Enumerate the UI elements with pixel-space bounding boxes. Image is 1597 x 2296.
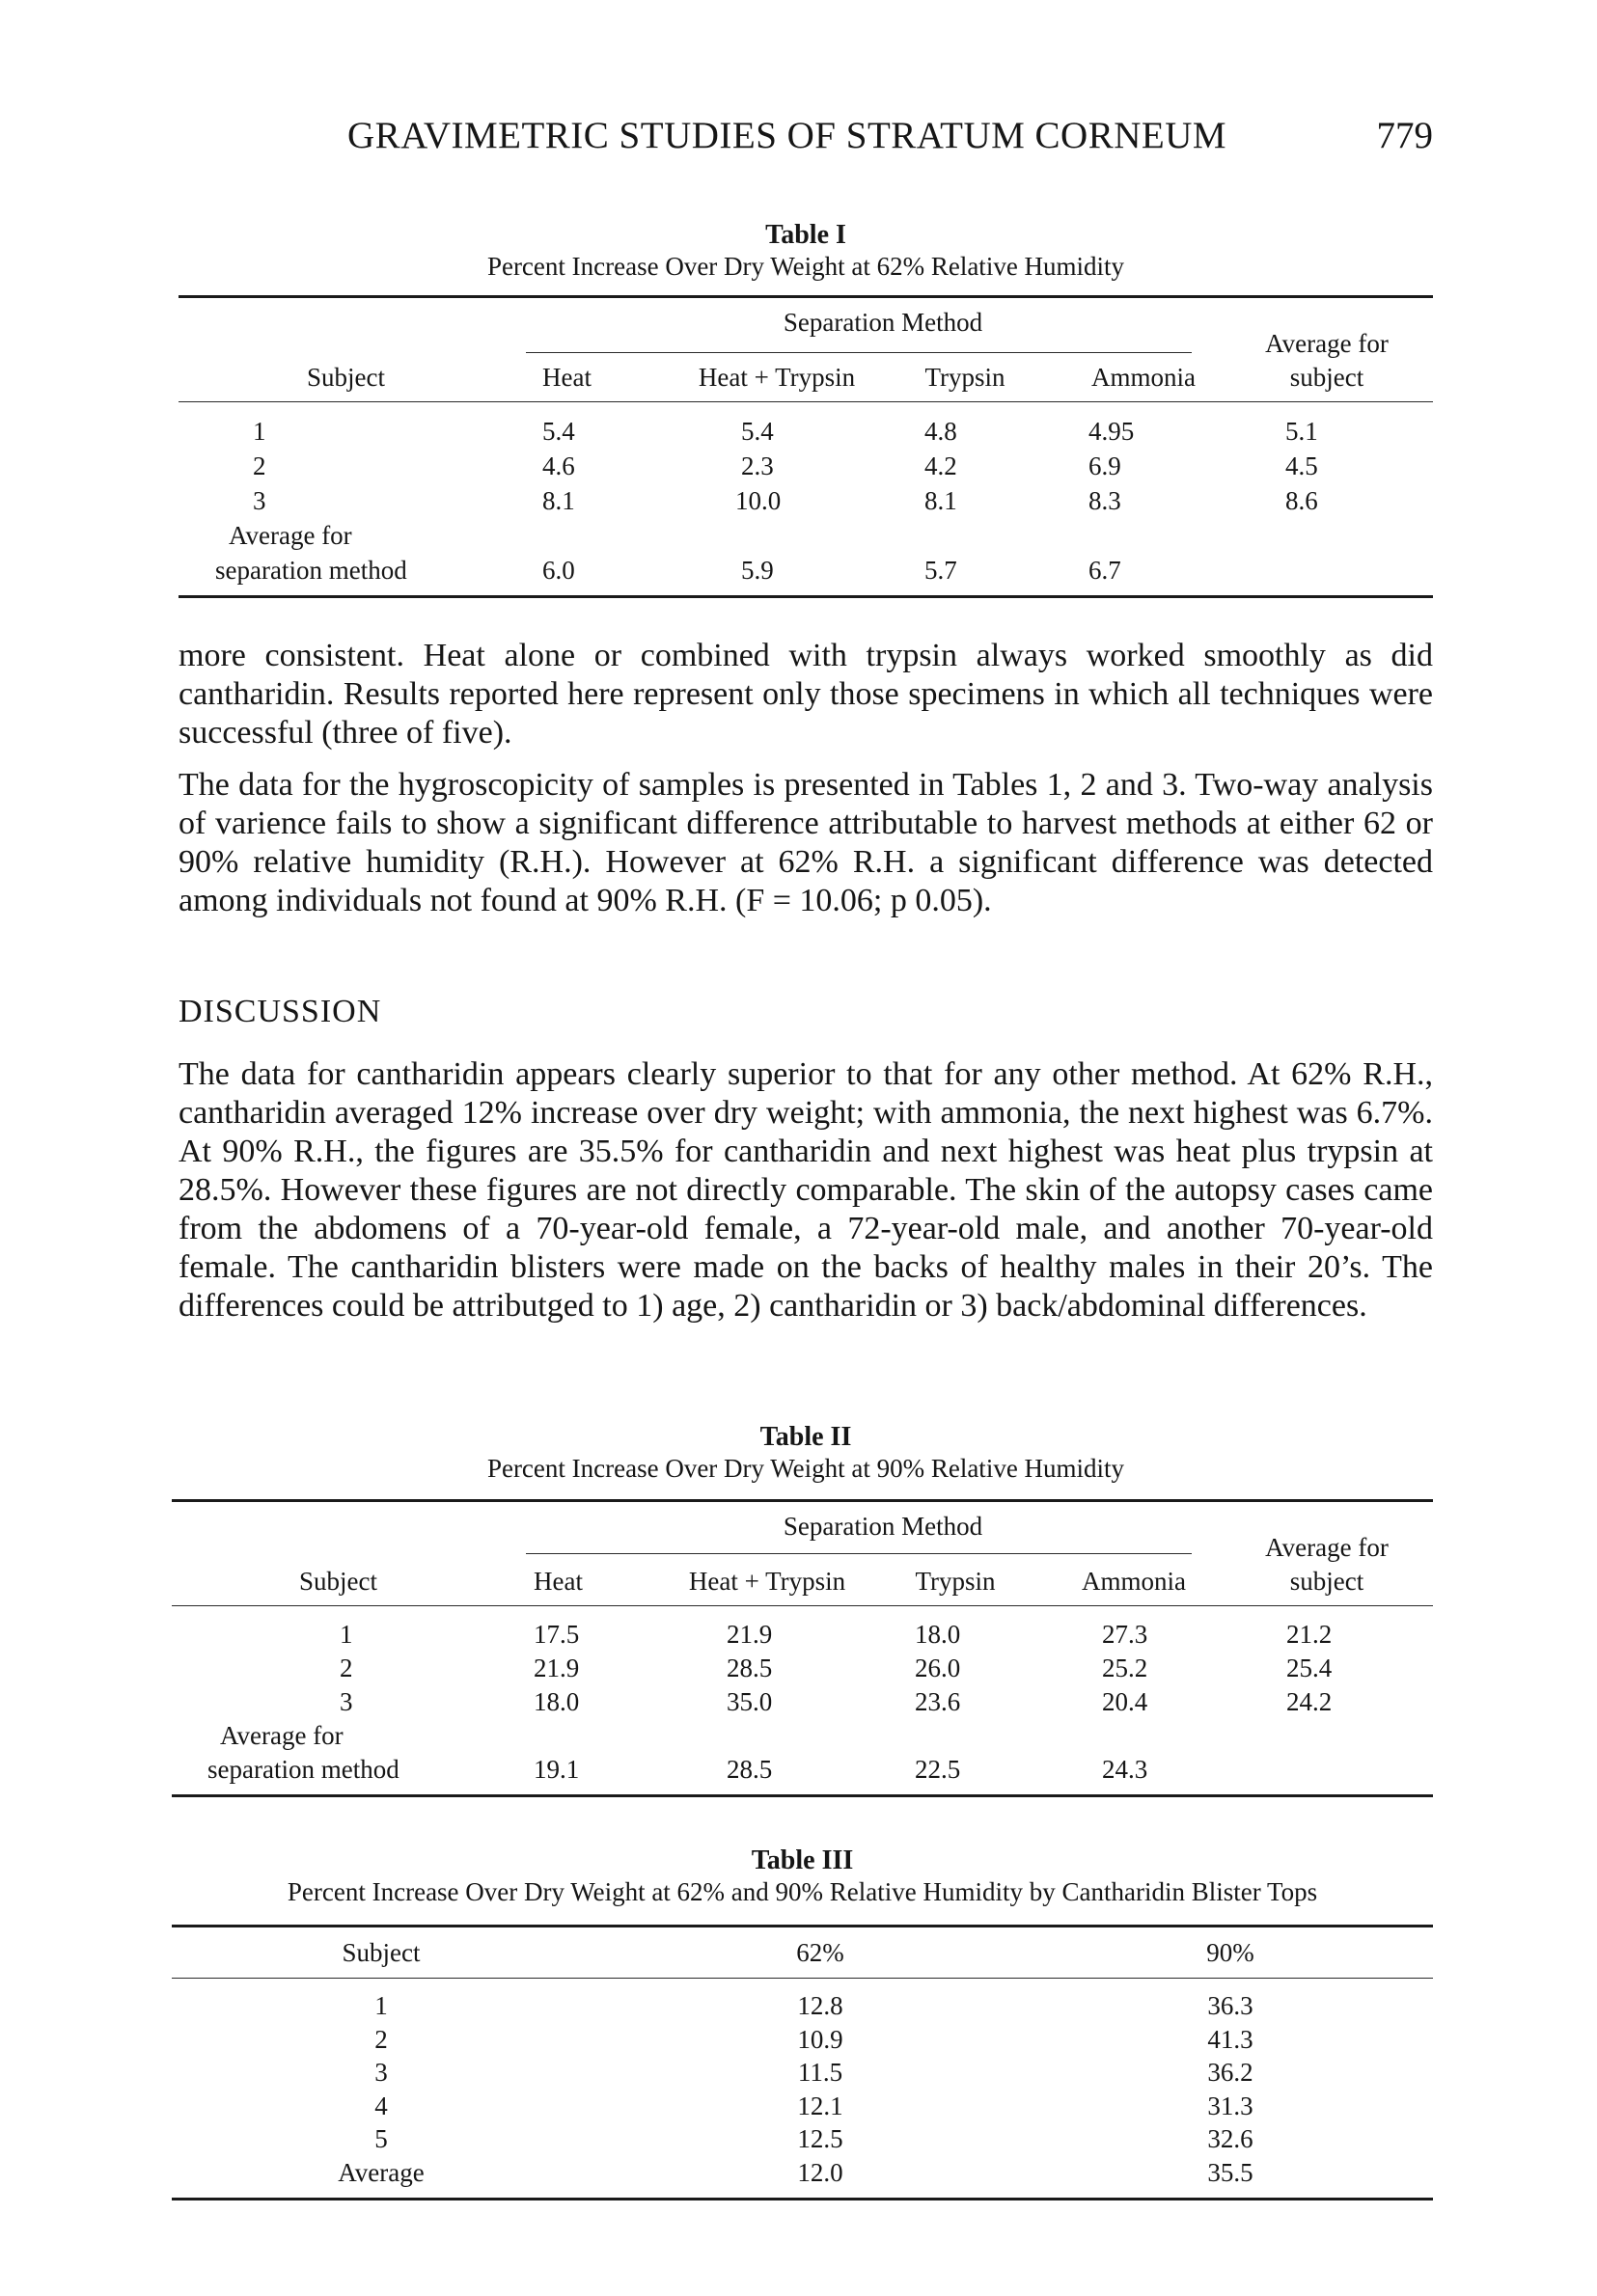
table-3-cell: 10.9 (797, 2025, 843, 2054)
table-2-cell: 3 (340, 1687, 353, 1716)
table-1-cell: 4.6 (542, 451, 575, 480)
table-2-cell: 25.2 (1102, 1654, 1148, 1682)
table-2-cell: 21.2 (1286, 1620, 1333, 1649)
table-2-cell: 1 (340, 1620, 353, 1649)
table-1-cell: 6.9 (1088, 451, 1121, 480)
table-1-cell: 4.5 (1285, 451, 1318, 480)
table-2-cell: 27.3 (1102, 1620, 1148, 1649)
table-2-label: Table II (759, 1422, 852, 1452)
table-1-cell: 5.1 (1285, 417, 1318, 446)
table-2-cell: 26.0 (915, 1654, 961, 1682)
table-2-cell: 2 (340, 1654, 353, 1682)
table-1-cell: 8.1 (924, 486, 957, 515)
table-1-cell: 6.0 (542, 556, 575, 585)
table-3-cell: 36.3 (1207, 1991, 1253, 2020)
discussion-paragraph (179, 1055, 1433, 1326)
table-2-cell: 19.1 (534, 1755, 580, 1784)
table-3-cell: 1 (374, 1991, 388, 2020)
table-2-cell: 18.0 (534, 1687, 580, 1716)
table-2-cell: 23.6 (915, 1687, 961, 1716)
table-2-header-average-1: Average for (1265, 1533, 1389, 1562)
table-2-header-ammonia: Ammonia (1082, 1567, 1186, 1596)
table-1-average-label: Average for (229, 521, 352, 550)
table-2-top-rule (172, 1499, 1433, 1502)
table-1-cell: 2.3 (741, 451, 774, 480)
table-3-header-62: 62% (796, 1938, 844, 1967)
table-1-bottom-rule (179, 595, 1433, 598)
table-3-cell: 31.3 (1207, 2091, 1253, 2120)
table-3-cell: 2 (374, 2025, 388, 2054)
table-3-cell: 3 (374, 2058, 388, 2087)
table-1-cell: 5.9 (741, 556, 774, 585)
table-1-header-average-2: subject (1289, 363, 1364, 392)
table-3-caption (172, 1845, 1433, 1907)
table-2-header-heat: Heat (534, 1567, 583, 1596)
table-1-cell: 3 (253, 486, 266, 515)
table-1-cell: 4.95 (1088, 417, 1135, 446)
table-2-cell: 22.5 (915, 1755, 961, 1784)
table-1-header-rule (179, 401, 1433, 402)
table-2-cell: 17.5 (534, 1620, 580, 1649)
table-3-cell: 12.5 (797, 2124, 843, 2153)
table-1-group-header: Separation Method (783, 308, 983, 337)
table-3-cell: Average (338, 2158, 425, 2187)
table-3-label: Table III (751, 1845, 854, 1875)
table-2-cell: 25.4 (1286, 1654, 1333, 1682)
table-3-cell: 5 (374, 2124, 388, 2153)
running-head (179, 114, 1433, 162)
table-2-header-trypsin: Trypsin (915, 1567, 996, 1596)
table-3-cell: 35.5 (1207, 2158, 1253, 2187)
body-paragraphs (179, 637, 1433, 920)
table-2-cell: 21.9 (534, 1654, 580, 1682)
table-1-cell: 6.7 (1088, 556, 1121, 585)
table-1-cell: 5.4 (741, 417, 774, 446)
table-2-cell: 21.9 (727, 1620, 773, 1649)
table-1-cell: 2 (253, 451, 266, 480)
table-3-cell: 36.2 (1207, 2058, 1253, 2087)
table-3-cell: 12.0 (797, 2158, 843, 2187)
table-2-cell: 24.2 (1286, 1687, 1333, 1716)
paragraph: The data for cantharidin appears clearly superior to that for any other method. At 62% R.H., cantharidin averaged 12% increase over dry weight; with ammonia, the next highest was 6.7%. At 90% R.H., the figures are 35.5% for cantharidin and next highest was heat plus trypsin at 28.5%. However these figures are not directly comparable. The skin of the autopsy cases came from the abdomens of a 70-year-old female, a 72-year-old male, and another 70-year-old female. The cantharidin blisters were made on the backs of healthy males in their 20’s. The differences could be attributged to 1) age, 2) cantharidin or 3) back/abdominal differences. (179, 1056, 1433, 1324)
table-1-cell: 8.1 (542, 486, 575, 515)
table-2-header-subject: Subject (299, 1567, 377, 1596)
table-1-header-average-1: Average for (1265, 329, 1389, 358)
table-1-cell: 8.6 (1285, 486, 1318, 515)
table-2-caption (179, 1422, 1433, 1484)
table-3-cell: 41.3 (1207, 2025, 1253, 2054)
table-2-bottom-rule (172, 1794, 1433, 1797)
table-3-header-rule (172, 1978, 1433, 1979)
table-1-top-rule (179, 295, 1433, 298)
table-1-average-label: separation method (215, 556, 407, 585)
table-1-header-trypsin: Trypsin (924, 363, 1005, 392)
table-2-header-rule (172, 1605, 1433, 1606)
section-heading-discussion: DISCUSSION (179, 994, 382, 1029)
table-3-bottom-rule (172, 2198, 1433, 2200)
page-number: 779 (1376, 115, 1433, 156)
table-1-group-rule (526, 352, 1192, 353)
table-3-title: Percent Increase Over Dry Weight at 62% and 90% Relative Humidity by Cantharidin Blister Tops (287, 1877, 1318, 1906)
table-2-average-label: separation method (207, 1755, 399, 1784)
table-2-cell: 28.5 (727, 1654, 773, 1682)
table-2-cell: 18.0 (915, 1620, 961, 1649)
paragraph: more consistent. Heat alone or combined with trypsin always worked smoothly as did cantharidin. Results reported here represent only those specimens in which all techniques were successful (three of five). (179, 638, 1433, 751)
table-1-caption (179, 220, 1433, 282)
table-2-header-average-2: subject (1289, 1567, 1364, 1596)
table-1-cell: 5.4 (542, 417, 575, 446)
table-1-header-heat-trypsin: Heat + Trypsin (698, 363, 856, 392)
table-2-cell: 24.3 (1102, 1755, 1148, 1784)
table-3-top-rule (172, 1925, 1433, 1927)
table-1-cell: 8.3 (1088, 486, 1121, 515)
table-3-cell: 32.6 (1207, 2124, 1253, 2153)
table-2-cell: 35.0 (727, 1687, 773, 1716)
table-2-cell: 28.5 (727, 1755, 773, 1784)
table-1-cell: 4.8 (924, 417, 957, 446)
table-1-header-ammonia: Ammonia (1091, 363, 1196, 392)
table-1-cell: 1 (253, 417, 266, 446)
paragraph: The data for the hygroscopicity of samples is presented in Tables 1, 2 and 3. Two-way analysis of varience fails to show a significant difference attributable to harvest methods at either 62 or 90% relative humidity (R.H.). However at 62% R.H. a significant difference was detected among individuals not found at 90% R.H. (F = 10.06; p 0.05). (179, 767, 1433, 918)
table-1-title: Percent Increase Over Dry Weight at 62% Relative Humidity (486, 252, 1125, 281)
table-1-header-heat: Heat (542, 363, 592, 392)
table-3-header-subject: Subject (342, 1938, 421, 1967)
table-2-group-header: Separation Method (783, 1512, 983, 1541)
table-2-title: Percent Increase Over Dry Weight at 90% Relative Humidity (486, 1454, 1125, 1483)
table-1-header-subject: Subject (307, 363, 385, 392)
table-1-cell: 4.2 (924, 451, 957, 480)
table-3-cell: 12.8 (797, 1991, 843, 2020)
table-1-cell: 5.7 (924, 556, 957, 585)
table-2-cell: 20.4 (1102, 1687, 1148, 1716)
table-1-cell: 10.0 (735, 486, 782, 515)
table-3-header-90: 90% (1206, 1938, 1254, 1967)
table-3-cell: 4 (374, 2091, 388, 2120)
table-2-average-label: Average for (220, 1721, 344, 1750)
table-2-group-rule (526, 1553, 1192, 1554)
table-3-cell: 11.5 (797, 2058, 843, 2087)
running-title: GRAVIMETRIC STUDIES OF STRATUM CORNEUM (347, 115, 1227, 156)
table-1-label: Table I (765, 220, 846, 250)
table-2-header-heat-trypsin: Heat + Trypsin (688, 1567, 846, 1596)
table-3-cell: 12.1 (797, 2091, 843, 2120)
